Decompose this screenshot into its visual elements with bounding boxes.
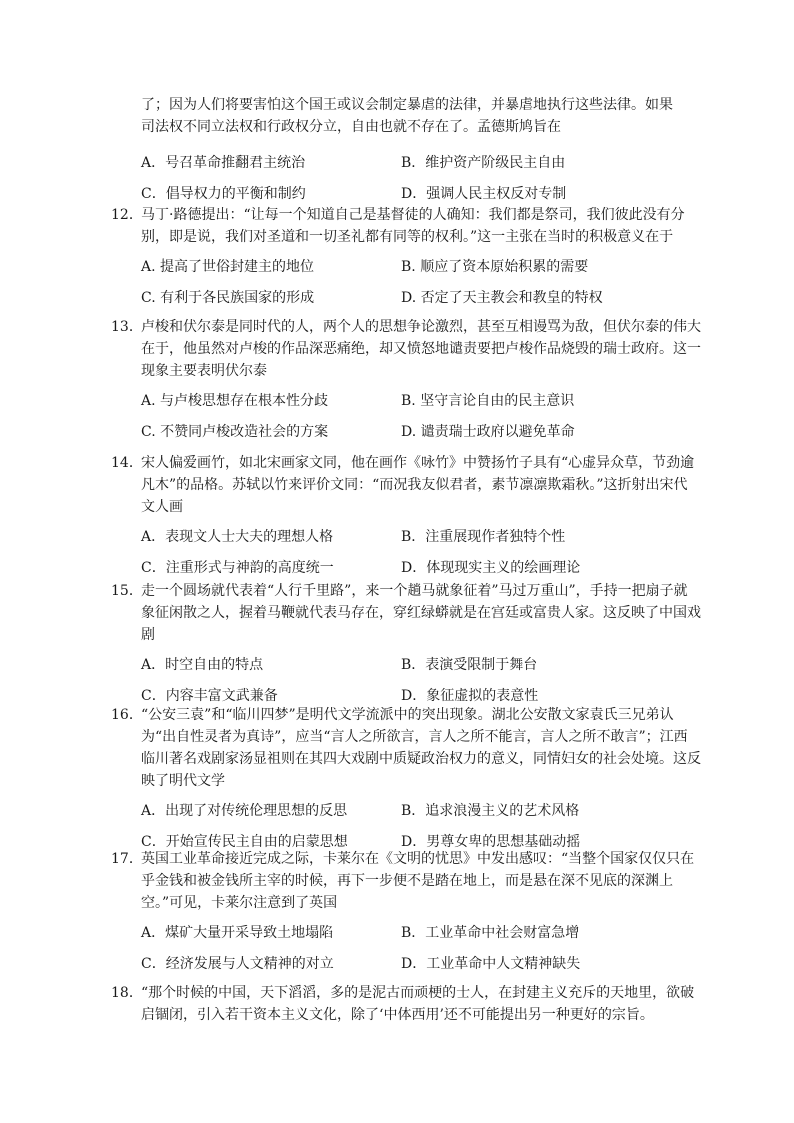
question-number: 18． <box>111 985 143 1001</box>
question-text: 卢梭和伏尔泰是同时代的人，两个人的思想争论激烈，甚至互相谩骂为敌，但伏尔泰的伟大在于，他虽然对卢梭的作品深恶痛绝，却又愤怒地谴责要把卢梭作品烧毁的瑞士政府。这一现象主要表明伏尔泰 <box>141 319 701 379</box>
option-d[interactable]: D．强调人民主权反对专制 <box>401 186 567 202</box>
option-b[interactable]: B．追求浪漫主义的艺术风格 <box>401 803 580 819</box>
option-c[interactable]: C. 不赞同卢梭改造社会的方案 <box>141 424 329 440</box>
option-a[interactable]: A．出现了对传统伦理思想的反思 <box>141 803 348 819</box>
question-11-continuation <box>141 94 701 138</box>
question-stem <box>111 580 701 646</box>
question-17 <box>111 848 701 984</box>
option-b[interactable]: B．注重展现作者独特个性 <box>401 529 566 545</box>
options <box>111 922 701 984</box>
question-text: 走一个圆场就代表着“人行千里路”，来一个趟马就象征着”马过万重山”，手持一把扇子就象征闲散之人，握着马鞭就代表马存在，穿红绿蟒就是在宫廷或富贵人家。这反映了中国戏剧 <box>141 583 701 643</box>
options <box>111 526 701 588</box>
question-stem <box>111 204 701 248</box>
option-c[interactable]: C．经济发展与人文精神的对立 <box>141 956 334 972</box>
question-text: 英国工业革命接近完成之际，卡莱尔在《文明的忧思》中发出感叹：“当整个国家仅仅只在乎金钱和被金钱所主宰的时候，再下一步便不是踏在地上，而是悬在深不见底的深渊上空。”可见，卡莱尔注意到了英国 <box>141 851 695 911</box>
question-text: “公安三袁”和“临川四梦”是明代文学流派中的突出现象。湖北公安散文家袁氏三兄弟认为“出自性灵者为真诗”，应当“言人之所欲言，言人之所不能言，言人之所不敢言”；江西临川著名戏剧家汤显祖则在其四大戏剧中质疑政治权力的意义，同情妇女的社会处境。这反映了明代文学 <box>141 707 701 789</box>
option-b[interactable]: B. 坚守言论自由的民主意识 <box>401 393 575 409</box>
option-d[interactable]: D. 谴责瑞士政府以避免革命 <box>401 424 575 440</box>
question-number: 16． <box>111 707 143 723</box>
question-number: 13． <box>111 319 143 335</box>
question-stem <box>111 982 701 1026</box>
question-13 <box>111 316 701 452</box>
question-text: “那个时候的中国，天下滔滔，多的是泥古而顽梗的士人，在封建主义充斥的天地里，欲破启锢闭，引入若干资本主义文化，除了‘中体西用’还不可能提出另一种更好的宗旨。 <box>141 985 695 1023</box>
option-a[interactable]: A. 与卢梭思想存在根本性分歧 <box>141 393 329 409</box>
option-a[interactable]: A. 提高了世俗封建主的地位 <box>141 259 315 275</box>
question-stem <box>111 316 701 382</box>
option-c[interactable]: C．开始宣传民主自由的启蒙思想 <box>141 834 348 850</box>
option-c[interactable]: C．内容丰富文武兼备 <box>141 688 278 704</box>
question-12 <box>111 204 701 318</box>
question-number: 17． <box>111 851 143 867</box>
option-a[interactable]: A．煤矿大量开采导致土地塌陷 <box>141 925 334 941</box>
options <box>111 256 701 318</box>
question-stem <box>111 452 701 518</box>
question-text: 宋人偏爱画竹，如北宋画家文同，他在画作《咏竹》中赞扬竹子具有“心虚异众草，节劲逾凡木”的品格。苏轼以竹来评价文同：“而况我友似君者，素节凛凛欺霜秋。”这折射出宋代文人画 <box>141 455 695 515</box>
option-c[interactable]: C．注重形式与神韵的高度统一 <box>141 560 334 576</box>
option-d[interactable]: D．男尊女卑的思想基础动摇 <box>401 834 581 850</box>
option-b[interactable]: B．工业革命中社会财富急增 <box>401 925 580 941</box>
question-16 <box>111 704 701 862</box>
question-stem <box>111 704 701 792</box>
option-b[interactable]: B. 顺应了资本原始积累的需要 <box>401 259 589 275</box>
option-d[interactable]: D．象征虚拟的表意性 <box>401 688 539 704</box>
option-c[interactable]: C．倡导权力的平衡和制约 <box>141 186 306 202</box>
question-stem <box>111 848 701 914</box>
option-d[interactable]: D．体现现实主义的绘画理论 <box>401 560 581 576</box>
option-b[interactable]: B．表演受限制于舞台 <box>401 657 538 673</box>
option-d[interactable]: D．工业革命中人文精神缺失 <box>401 956 581 972</box>
question-18 <box>111 982 701 1026</box>
option-a[interactable]: A．时空自由的特点 <box>141 657 264 673</box>
option-d[interactable]: D. 否定了天主教会和教皇的特权 <box>401 290 603 306</box>
question-14 <box>111 452 701 588</box>
question-text: 马丁·路德提出：“让每一个知道自己是基督徒的人确知：我们都是祭司，我们彼此没有分别，即是说，我们对圣道和一切圣礼都有同等的权利。”这一主张在当时的积极意义在于 <box>141 207 685 245</box>
option-c[interactable]: C. 有利于各民族国家的形成 <box>141 290 315 306</box>
stem-line: 司法权不同立法权和行政权分立，自由也就不存在了。孟德斯鸠旨在 <box>141 119 561 135</box>
question-number: 12． <box>111 207 143 223</box>
option-a[interactable]: A．号召革命推翻君主统治 <box>141 155 306 171</box>
stem-line: 了；因为人们将要害怕这个国王或议会制定暴虐的法律，并暴虐地执行这些法律。如果 <box>141 97 673 113</box>
question-15 <box>111 580 701 716</box>
option-b[interactable]: B．维护资产阶级民主自由 <box>401 155 566 171</box>
option-a[interactable]: A．表现文人士大夫的理想人格 <box>141 529 334 545</box>
options <box>111 390 701 452</box>
question-number: 14． <box>111 455 143 471</box>
question-number: 15． <box>111 583 143 599</box>
